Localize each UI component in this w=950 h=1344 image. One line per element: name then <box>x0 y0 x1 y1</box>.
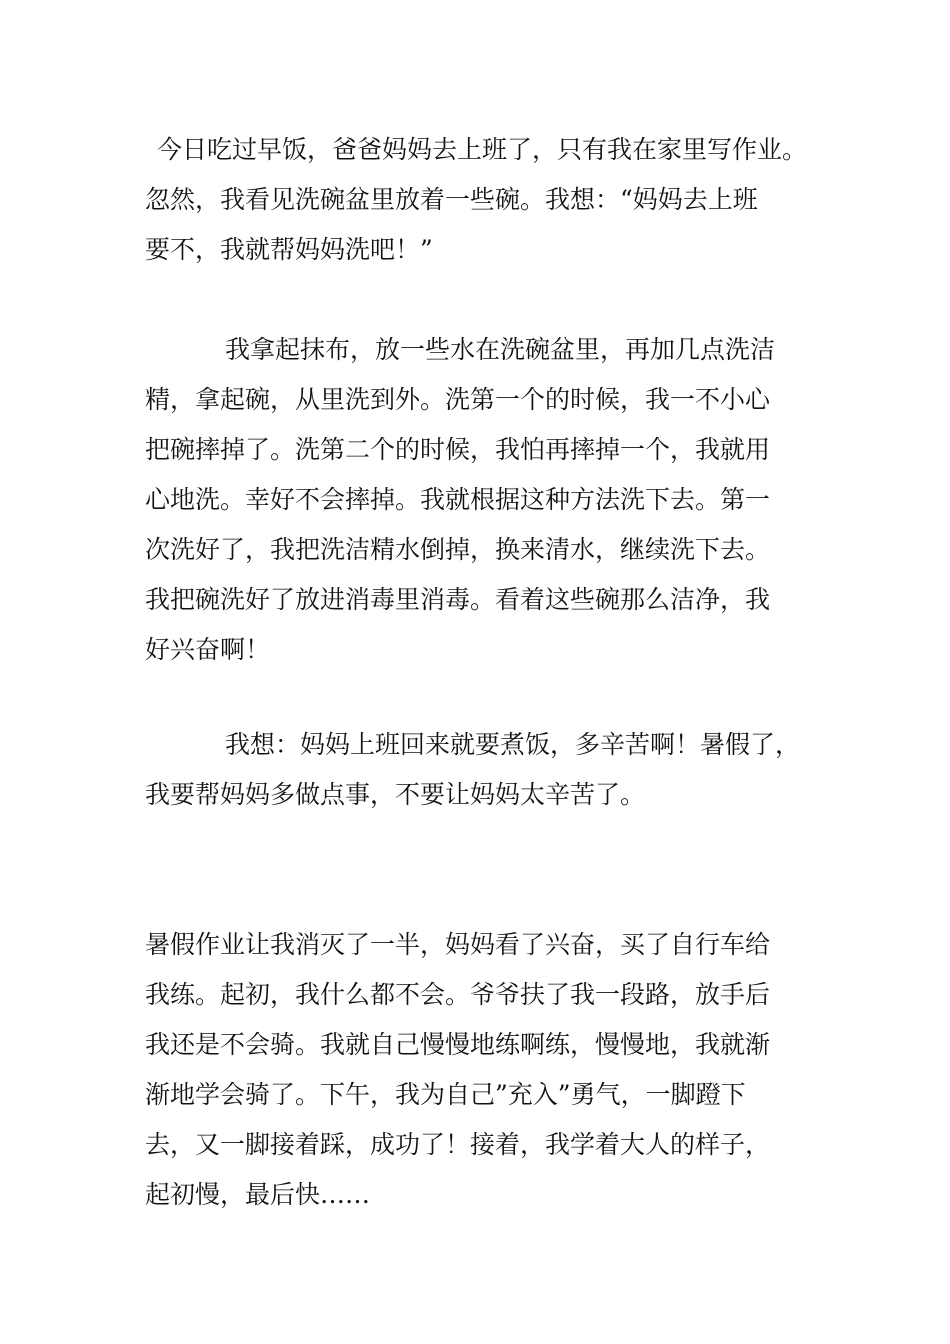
paragraph-line: 起初慢，最后快…… <box>145 1180 371 1209</box>
paragraph-1 <box>145 125 835 275</box>
paragraph-2 <box>145 325 835 675</box>
paragraph-line: 我拿起抹布，放一些水在洗碗盆里，再加几点洗洁 <box>225 335 776 364</box>
paragraph-4 <box>145 920 835 1220</box>
paragraph-line: 次洗好了，我把洗洁精水倒掉，换来清水，继续洗下去。 <box>145 535 771 564</box>
paragraph-line: 要不，我就帮妈妈洗吧！” <box>145 235 433 264</box>
paragraph-line: 去，又一脚接着踩，成功了！接着，我学着大人的样子， <box>145 1130 771 1159</box>
paragraph-line: 暑假作业让我消灭了一半，妈妈看了兴奋，买了自行车给 <box>145 930 771 959</box>
paragraph-line: 精，拿起碗，从里洗到外。洗第一个的时候，我一不小心 <box>145 385 771 414</box>
paragraph-line: 我还是不会骑。我就自己慢慢地练啊练，慢慢地，我就渐 <box>145 1030 771 1059</box>
paragraph-line: 我练。起初，我什么都不会。爷爷扶了我一段路，放手后 <box>145 980 771 1009</box>
paragraph-line: 今日吃过早饭，爸爸妈妈去上班了，只有我在家里写作业。 <box>157 135 808 164</box>
paragraph-line: 我把碗洗好了放进消毒里消毒。看着这些碗那么洁净，我 <box>145 585 771 614</box>
paragraph-line: 心地洗。幸好不会摔掉。我就根据这种方法洗下去。第一 <box>145 485 771 514</box>
paragraph-line: 把碗摔掉了。洗第二个的时候，我怕再摔掉一个，我就用 <box>145 435 771 464</box>
paragraph-line: 好兴奋啊！ <box>145 635 271 664</box>
paragraph-3 <box>145 720 835 820</box>
paragraph-line: 忽然，我看见洗碗盆里放着一些碗。我想：“妈妈去上班 <box>145 185 758 214</box>
paragraph-line: 渐地学会骑了。下午，我为自己”充入”勇气，一脚蹬下 <box>145 1080 746 1109</box>
paragraph-line: 我要帮妈妈多做点事，不要让妈妈太辛苦了。 <box>145 780 646 809</box>
paragraph-line: 我想：妈妈上班回来就要煮饭，多辛苦啊！暑假了， <box>225 730 801 759</box>
